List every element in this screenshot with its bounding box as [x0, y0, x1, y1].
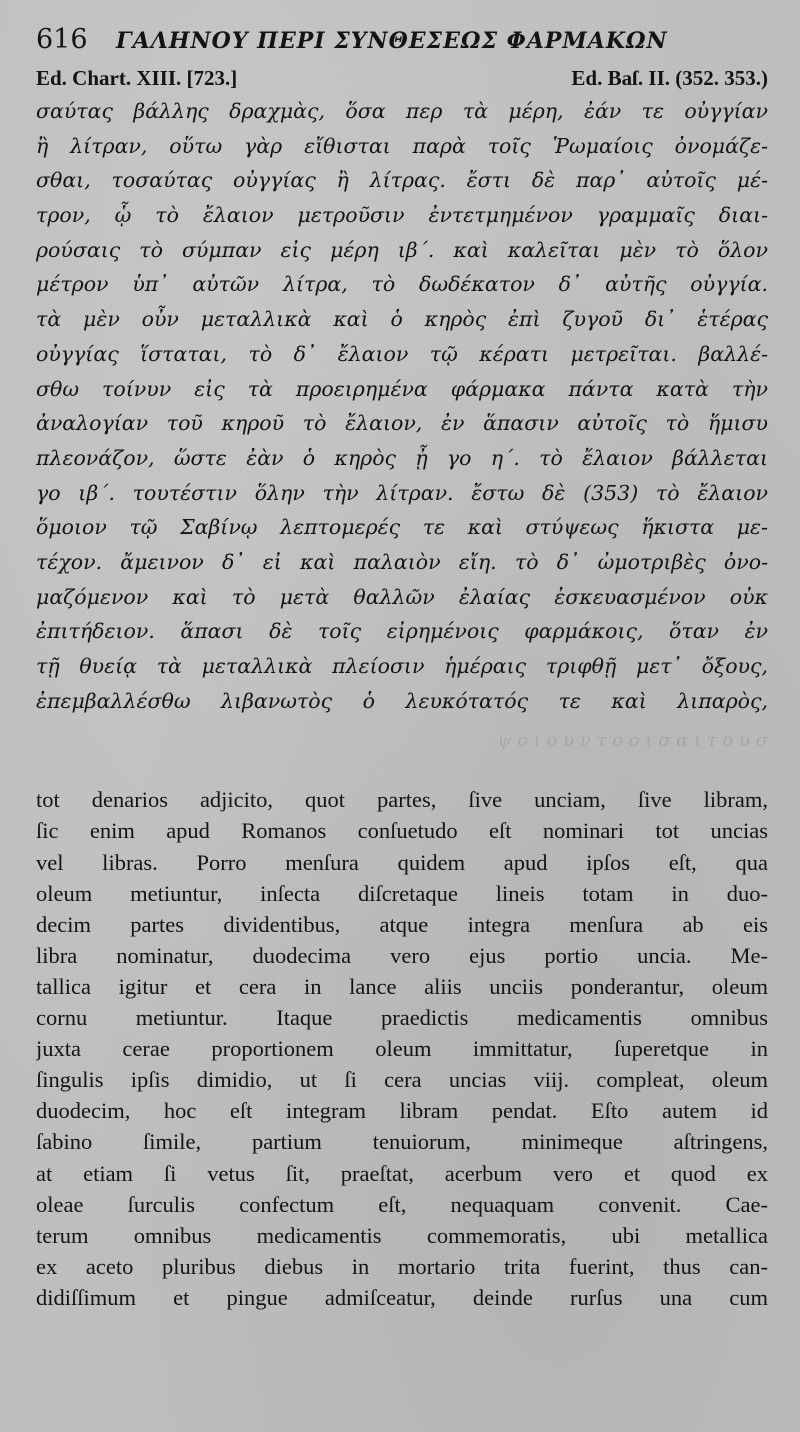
greek-line-15: μαζόμενον καὶ τὸ μετὰ θαλλῶν ἐλαίας ἐσκευασμένον οὐκ: [36, 584, 768, 609]
greek-line-13: ὅμοιον τῷ Σαβίνῳ λεπτομερές τε καὶ στύψεως ἥκιστα με-: [36, 515, 768, 540]
latin-line-11: duodecim, hoc eſt integram libram pendat. Eſto autem id: [36, 1098, 768, 1124]
bleed-through-shadow: ψ ο ι ο υ ν τ ο ο ι σ α ι τ ο υ σ: [497, 730, 768, 752]
greek-text-block: [36, 94, 768, 718]
edition-references: [36, 64, 768, 92]
latin-line-10: ſingulis ipſis dimidio, ut ſi cera uncias viij. compleat, oleum: [36, 1067, 768, 1093]
greek-line-7: τὰ μὲν οὖν μεταλλικὰ καὶ ὁ κηρὸς ἐπὶ ζυγοῦ δι᾽ ἑτέρας: [36, 307, 768, 332]
greek-line-11: πλεονάζον, ὥστε ἐὰν ὁ κηρὸς ᾖ γο η΄. τὸ ἔλαιον βάλλεται: [36, 445, 768, 470]
latin-line-12: ſabino ſimile, partium tenuiorum, minimeque aſtringens,: [36, 1129, 768, 1155]
greek-line-1: σαύτας βάλλης δραχμὰς, ὅσα περ τὰ μέρη, ἐάν τε οὐγγίαν: [36, 99, 768, 123]
greek-line-14: τέχον. ἄμεινον δ᾽ εἰ καὶ παλαιὸν εἴη. τὸ δ᾽ ὠμοτριβὲς ὀνο-: [36, 549, 768, 574]
greek-line-4: τρον, ᾧ τὸ ἔλαιον μετροῦσιν ἐντετμημένον γραμμαῖς διαι-: [36, 203, 768, 228]
greek-line-18: ἐπεμβαλλέσθω λιβανωτὸς ὁ λευκότατός τε καὶ λιπαρὸς,: [36, 688, 768, 713]
greek-line-16: ἐπιτήδειον. ἅπασι δὲ τοῖς εἰρημένοις φαρμάκοις, ὅταν ἐν: [36, 619, 768, 644]
greek-line-10: ἀναλογίαν τοῦ κηροῦ τὸ ἔλαιον, ἐν ἅπασιν αὐτοῖς τὸ ἥμισυ: [36, 411, 768, 436]
latin-text-block: [36, 784, 768, 1313]
latin-line-9: juxta cerae proportionem oleum immittatur, ſuperetque in: [36, 1036, 768, 1062]
running-head: [36, 24, 768, 64]
greek-line-5: ρούσαις τὸ σύμπαν εἰς μέρη ιβ΄. καὶ καλεῖται μὲν τὸ ὅλον: [36, 237, 768, 262]
latin-line-14: oleae ſurculis confectum eſt, nequaquam convenit. Cae-: [36, 1191, 768, 1217]
greek-line-6: μέτρον ὑπ᾽ αὐτῶν λίτρα, τὸ δωδέκατον δ᾽ αὐτῆς οὐγγία.: [36, 272, 768, 297]
latin-line-17: didiſſimum et pingue admiſceatur, deinde rurſus una cum: [36, 1284, 768, 1310]
greek-line-17: τῇ θυείᾳ τὰ μεταλλικὰ πλείοσιν ἡμέραις τριφθῇ μετ᾽ ὄξους,: [36, 654, 768, 678]
latin-line-15: terum omnibus medicamentis commemoratis, ubi metallica: [36, 1222, 768, 1248]
latin-line-1: tot denarios adjicito, quot partes, ſive unciam, ſive libram,: [36, 787, 768, 813]
page-number: 616: [36, 24, 88, 55]
greek-line-3: σθαι, τοσαύτας οὐγγίας ἢ λίτρας. ἔστι δὲ παρ᾽ αὐτοῖς μέ-: [36, 168, 768, 193]
latin-line-6: libra nominatur, duodecima vero ejus portio uncia. Me-: [36, 942, 768, 968]
edition-basel: Ed. Baſ. II. (352. 353.): [571, 66, 768, 90]
latin-line-5: decim partes dividentibus, atque integra menſura ab eis: [36, 911, 768, 937]
latin-line-8: cornu metiuntur. Itaque praedictis medicamentis omnibus: [36, 1005, 768, 1031]
latin-line-7: tallica igitur et cera in lance aliis unciis ponderantur, oleum: [36, 973, 768, 999]
latin-line-4: oleum metiuntur, inſecta diſcretaque lineis totam in duo-: [36, 880, 768, 906]
latin-line-13: at etiam ſi vetus ſit, praeſtat, acerbum vero et quod ex: [36, 1160, 768, 1186]
greek-line-9: σθω τοίνυν εἰς τὰ προειρημένα φάρμακα πάντα κατὰ τὴν: [36, 376, 768, 401]
greek-line-8: οὐγγίας ἵσταται, τὸ δ᾽ ἔλαιον τῷ κέρατι μετρεῖται. βαλλέ-: [36, 341, 768, 366]
latin-line-16: ex aceto pluribus diebus in mortario trita fuerint, thus can-: [36, 1253, 768, 1279]
latin-line-2: ſic enim apud Romanos conſuetudo eſt nominari tot uncias: [36, 818, 768, 844]
latin-line-3: vel libras. Porro menſura quidem apud ipſos eſt, qua: [36, 849, 768, 875]
greek-line-12: γο ιβ΄. τουτέστιν ὅλην τὴν λίτραν. ἔστω δὲ (353) τὸ ἔλαιον: [36, 480, 768, 505]
edition-chartier: Ed. Chart. XIII. [723.]: [36, 66, 238, 90]
running-title: ΓΑΛΗΝΟΥ ΠΕΡΙ ΣΥΝΘΕΣΕΩΣ ΦΑΡΜΑΚΩΝ: [116, 28, 668, 54]
greek-line-2: ἢ λίτραν, οὕτω γὰρ εἴθισται παρὰ τοῖς Ῥωμαίοις ὀνομάζε-: [36, 133, 768, 158]
